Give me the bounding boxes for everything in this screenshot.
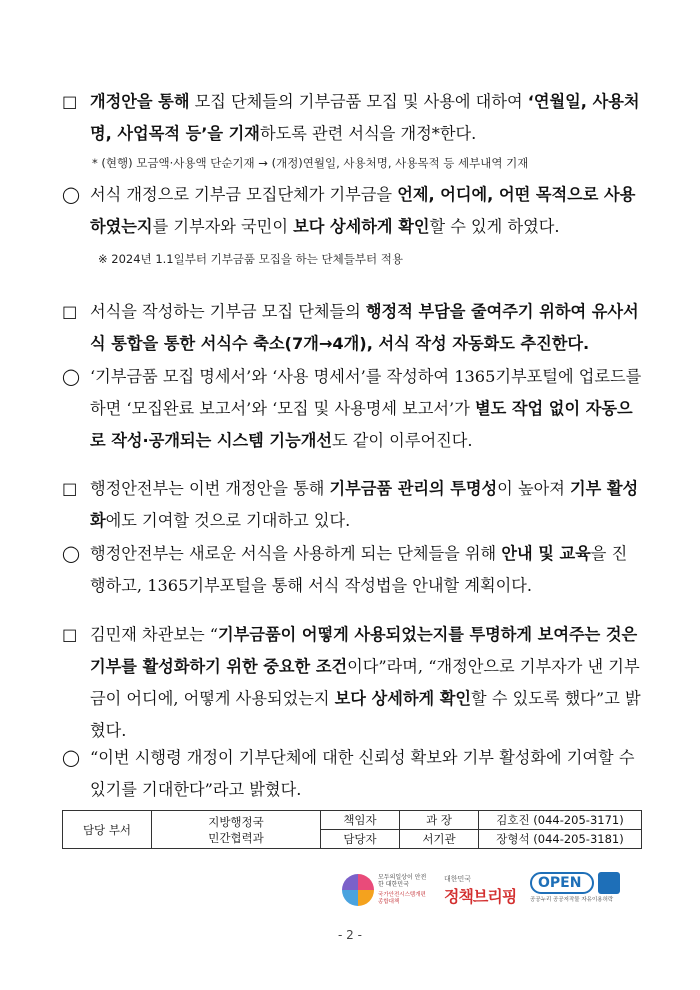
bold-text-segment: 보다 상세하게 확인 [293,217,430,236]
paragraph-text [62,179,642,243]
bold-text-segment: 기부금품 관리의 투명성 [329,479,498,498]
kogl-open-logo [530,872,622,912]
paragraph-2 [62,179,642,243]
circle-bullet: ◯ [62,367,81,386]
bold-text-segment: 기부 활성화 [90,479,639,530]
paragraph-text [62,473,642,537]
bold-text-segment: 행정적 부담을 줄여주기 위하여 유사서식 통합을 통한 서식수 축소(7개→4개), 서식 작성 자동화도 추진한다. [90,302,639,353]
policy-briefing-text: 정책브리핑 [444,887,517,906]
square-bullet: □ [62,479,78,498]
role-2: 담당자 [321,830,400,849]
paragraph-5 [62,473,642,537]
text-segment: 김민재 차관보는 “ [90,625,219,644]
paragraph-text [62,361,642,457]
text-segment: 도 같이 이루어진다. [331,431,473,450]
circle-bullet: ◯ [62,185,81,204]
open-text: OPEN [538,875,582,891]
text-segment: 모집 단체들의 기부금품 모집 및 사용에 대하여 [189,92,528,111]
bold-text-segment: 개정안을 통해 [90,92,190,111]
text-segment: 를 기부자와 국민이 [152,217,294,236]
text-segment: “이번 시행령 개정이 기부단체에 대한 신뢰성 확보와 기부 활성화에 기여할 수 있기를 기대한다”라고 밝혔다. [90,748,635,799]
paragraph-text [62,296,642,360]
footnote-effective-date: ※ 2024년 1.1일부터 기부금품 모집을 하는 단체들부터 적용 [98,252,403,266]
title-1: 과 장 [400,811,479,830]
bold-text-segment: 기부금품이 어떻게 사용되었는지를 투명하게 보여주는 것은 기부를 활성화하기 위한 중요한 조건 [90,625,638,676]
text-segment: 에도 기여할 것으로 기대하고 있다. [105,511,351,530]
person-2: 장형석 (044-205-3181) [479,830,642,849]
text-segment: 행정안전부는 이번 개정안을 통해 [90,479,330,498]
policy-briefing-small-text: 대한민국 [444,875,472,883]
footnote-current-vs-revised: * (현행) 모금액·사용액 단순기재 → (개정)연월일, 사용처명, 사용목적 등 세부내역 기재 [92,156,529,170]
title-2: 서기관 [400,830,479,849]
safety-logo-subtext: 국가안전시스템개편 종합대책 [378,892,426,905]
paragraph-text [62,86,642,150]
policy-briefing-logo [444,874,522,912]
open-badge [530,872,594,894]
circle-bullet: ◯ [62,544,81,563]
paragraph-text [62,619,642,747]
paragraph-6 [62,538,642,602]
text-segment: 할 수 있게 하였다. [429,217,560,236]
circle-bullet: ◯ [62,748,81,767]
bold-text-segment: ‘연월일, 사용처명, 사업목적 등’을 기재 [90,92,640,143]
text-segment: 을 진행하고, 1365기부포털을 통해 서식 작성법을 안내할 계획이다. [90,544,628,595]
role-1: 책임자 [321,811,400,830]
bold-text-segment: 언제, 어디에, 어떤 목적으로 사용하였는지 [90,185,636,236]
square-bullet: □ [62,625,78,644]
dept-label: 담당 부서 [63,811,152,849]
text-segment: 할 수 있도록 했다”고 밝혔다. [90,689,641,740]
text-segment: 행정안전부는 새로운 서식을 사용하게 되는 단체들을 위해 [90,544,502,563]
footer-logos [340,868,640,916]
open-subtext: 공공누리 공공저작물 자유이용허락 [530,897,614,903]
square-bullet: □ [62,92,78,111]
safety-logo-text: 모두의일상이 안전한 대한민국 [378,874,427,888]
bold-text-segment: 안내 및 교육 [501,544,591,563]
paragraph-text [62,742,642,806]
paragraph-1 [62,86,642,150]
dept-name [152,811,321,849]
person-1: 김호진 (044-205-3171) [479,811,642,830]
paragraph-4 [62,361,642,457]
paragraph-7 [62,619,642,747]
text-segment: 이다”라며, “개정안으로 기부자가 낸 기부금이 어디에, 어떻게 사용되었는지 [90,657,640,708]
dept-name-line1: 지방행정국 [208,814,264,829]
bold-text-segment: 별도 작업 없이 자동으로 작성·공개되는 시스템 기능개선 [90,399,633,450]
text-segment: 하도록 관련 서식을 개정*한다. [259,124,477,143]
safety-korea-logo [340,870,428,914]
bold-text-segment: 보다 상세하게 확인 [334,689,472,708]
dept-name-line2: 민간협력과 [208,830,264,845]
square-bullet: □ [62,302,78,321]
text-segment: 이 높아져 [497,479,571,498]
flower-emblem-icon [342,874,374,906]
text-segment: 서식을 작성하는 기부금 모집 단체들의 [90,302,366,321]
attribution-icon [598,872,620,894]
text-segment: 서식 개정으로 기부금 모집단체가 기부금을 [90,185,398,204]
paragraph-3 [62,296,642,360]
contact-table [62,810,642,849]
paragraph-8 [62,742,642,806]
paragraph-text [62,538,642,602]
page-number: - 2 - [338,928,362,942]
text-segment: ‘기부금품 모집 명세서’와 ‘사용 명세서’를 작성하여 1365기부포털에 업로드를 하면 ‘모집완료 보고서’와 ‘모집 및 사용명세 보고서’가 [90,367,642,418]
